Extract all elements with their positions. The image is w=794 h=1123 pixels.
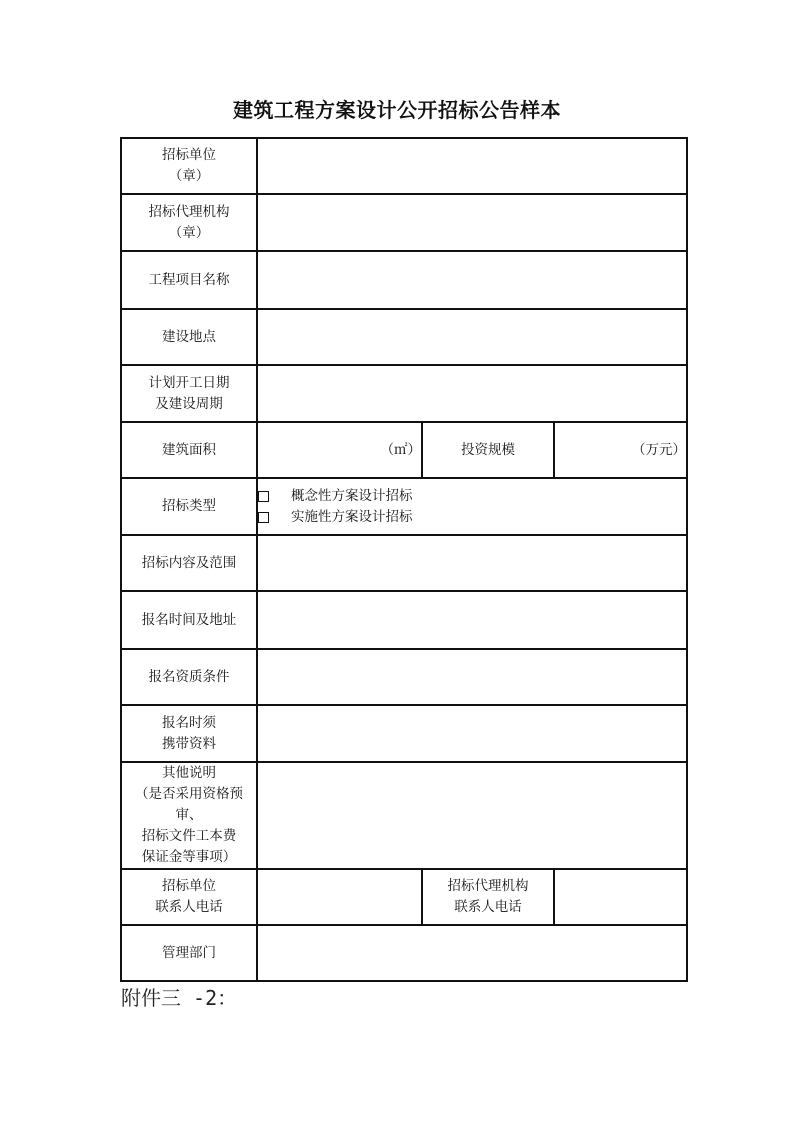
- option-conceptual[interactable]: [258, 486, 686, 507]
- field-site[interactable]: [257, 309, 687, 365]
- row-area-investment: [121, 422, 687, 478]
- row-contacts: [121, 869, 687, 925]
- field-materials[interactable]: [257, 705, 687, 762]
- field-scope[interactable]: [257, 535, 687, 591]
- field-tender-type: [257, 478, 687, 535]
- row-project-name: [121, 251, 687, 309]
- field-investment[interactable]: [554, 422, 687, 478]
- investment-unit: （万元）: [632, 441, 687, 458]
- label-agency-contact: 招标代理机构 联系人电话: [422, 869, 554, 925]
- page-title: 建筑工程方案设计公开招标公告样本: [233, 98, 561, 122]
- label-agency: 招标代理机构 （章）: [121, 194, 257, 251]
- field-agency[interactable]: [257, 194, 687, 251]
- label-other-notes: 其他说明 （是否采用资格预审、 招标文件工本费 保证金等事项）: [121, 762, 257, 869]
- field-project-name[interactable]: [257, 251, 687, 309]
- row-agency: [121, 194, 687, 251]
- field-tenderer[interactable]: [257, 138, 687, 194]
- label-project-name: 工程项目名称: [121, 251, 257, 309]
- label-investment: 投资规模: [422, 422, 554, 478]
- row-qualification: [121, 649, 687, 705]
- checkbox-conceptual[interactable]: [258, 491, 269, 502]
- option-implementation[interactable]: [258, 507, 686, 528]
- label-area: 建筑面积: [121, 422, 257, 478]
- attachment-label: 附件三 -2：: [121, 986, 238, 1010]
- label-registration: 报名时间及地址: [121, 591, 257, 649]
- label-qualification: 报名资质条件: [121, 649, 257, 705]
- row-schedule: [121, 365, 687, 422]
- label-schedule: 计划开工日期 及建设周期: [121, 365, 257, 422]
- label-tender-type: 招标类型: [121, 478, 257, 535]
- field-schedule[interactable]: [257, 365, 687, 422]
- row-registration: [121, 591, 687, 649]
- checkbox-implementation[interactable]: [258, 512, 269, 523]
- row-materials: [121, 705, 687, 762]
- label-materials: 报名时须 携带资料: [121, 705, 257, 762]
- field-registration[interactable]: [257, 591, 687, 649]
- row-tenderer: [121, 138, 687, 194]
- field-qualification[interactable]: [257, 649, 687, 705]
- row-authority: [121, 925, 687, 981]
- field-authority[interactable]: [257, 925, 687, 981]
- row-scope: [121, 535, 687, 591]
- label-site: 建设地点: [121, 309, 257, 365]
- option-implementation-label: 实施性方案设计招标: [291, 508, 413, 525]
- row-site: [121, 309, 687, 365]
- label-tenderer-contact: 招标单位 联系人电话: [121, 869, 257, 925]
- field-tenderer-contact[interactable]: [257, 869, 422, 925]
- tender-notice-form: [120, 137, 688, 982]
- field-area[interactable]: [257, 422, 422, 478]
- field-agency-contact[interactable]: [554, 869, 687, 925]
- area-unit: （㎡）: [380, 441, 421, 458]
- label-scope: 招标内容及范围: [121, 535, 257, 591]
- label-authority: 管理部门: [121, 925, 257, 981]
- option-conceptual-label: 概念性方案设计招标: [291, 487, 413, 504]
- label-tenderer: 招标单位 （章）: [121, 138, 257, 194]
- field-other-notes[interactable]: [257, 762, 687, 869]
- row-tender-type: [121, 478, 687, 535]
- row-other-notes: [121, 762, 687, 869]
